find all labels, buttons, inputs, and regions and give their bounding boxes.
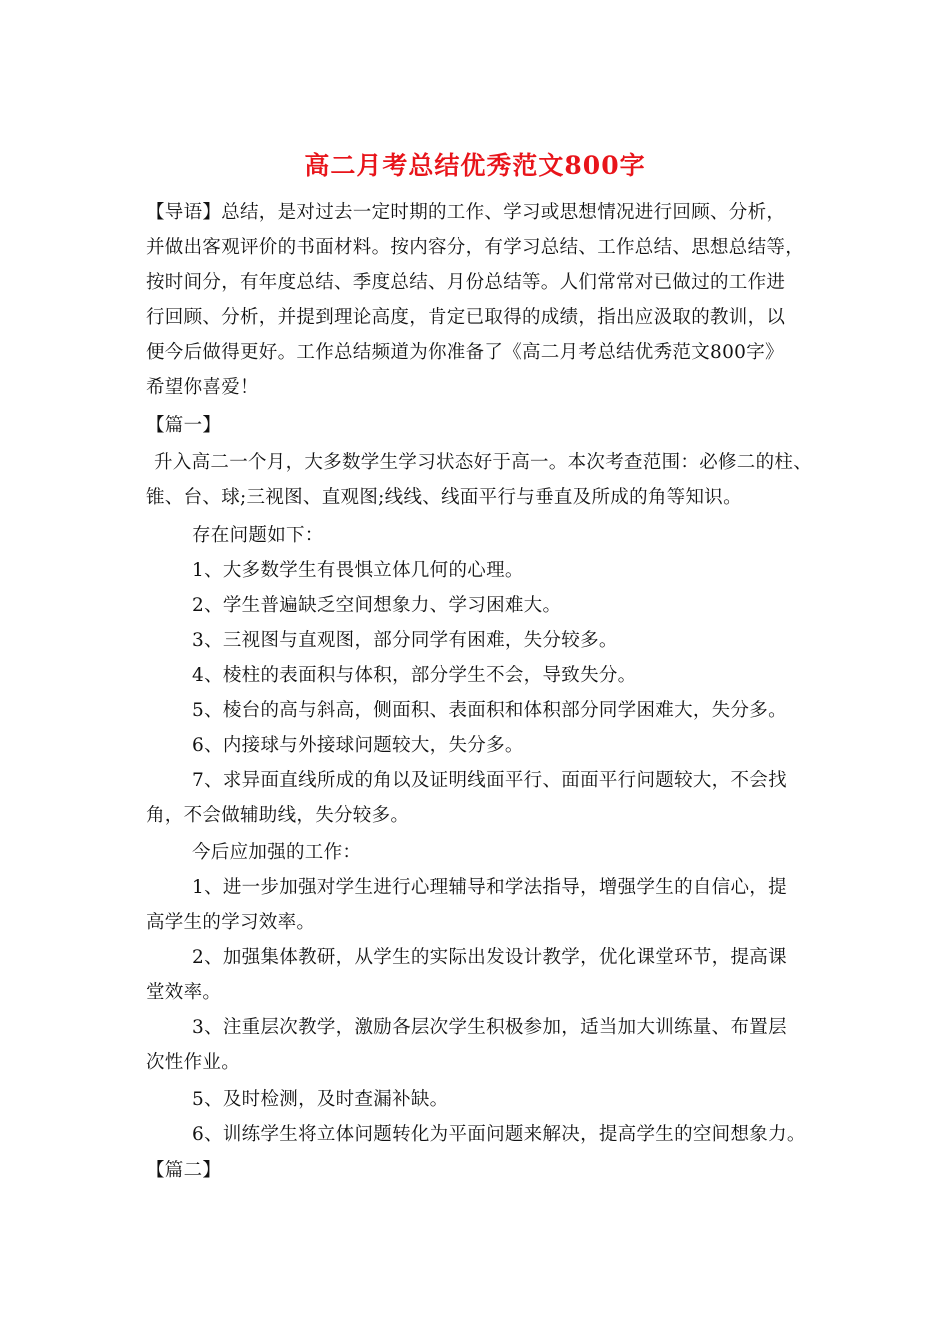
intro-line: 并做出客观评价的书面材料。按内容分，有学习总结、工作总结、思想总结等， bbox=[146, 237, 805, 258]
intro-line: 希望你喜爱！ bbox=[146, 377, 259, 398]
problem-item: 3、三视图与直观图，部分同学有困难，失分较多。 bbox=[192, 630, 618, 651]
work-heading: 今后应加强的工作： bbox=[192, 842, 362, 863]
document-title: 高二月考总结优秀范文800字 bbox=[304, 151, 646, 180]
problem-item: 7、求异面直线所成的角以及证明线面平行、面面平行问题较大，不会找 bbox=[192, 770, 787, 791]
work-item-continued: 堂效率。 bbox=[146, 982, 222, 1003]
intro-line: 【导语】总结，是对过去一定时期的工作、学习或思想情况进行回顾、分析， bbox=[146, 202, 786, 223]
problem-item: 6、内接球与外接球问题较大，失分多。 bbox=[192, 735, 524, 756]
problem-item: 4、棱柱的表面积与体积，部分学生不会，导致失分。 bbox=[192, 665, 637, 686]
work-item: 2、加强集体教研，从学生的实际出发设计教学，优化课堂环节，提高课 bbox=[192, 947, 787, 968]
work-item-continued: 次性作业。 bbox=[146, 1052, 241, 1073]
intro-line: 按时间分，有年度总结、季度总结、月份总结等。人们常常对已做过的工作进 bbox=[146, 272, 786, 293]
problem-item: 5、棱台的高与斜高，侧面积、表面积和体积部分同学困难大，失分多。 bbox=[192, 700, 787, 721]
paragraph-line: 升入高二一个月，大多数学生学习状态好于高一。本次考查范围：必修二的柱、 bbox=[154, 452, 813, 473]
problems-heading: 存在问题如下： bbox=[192, 525, 324, 546]
section-label-2: 【篇二】 bbox=[146, 1160, 222, 1181]
paragraph-line: 锥、台、球;三视图、直观图;线线、线面平行与垂直及所成的角等知识。 bbox=[146, 487, 742, 508]
problem-item: 1、大多数学生有畏惧立体几何的心理。 bbox=[192, 560, 524, 581]
work-item-continued: 高学生的学习效率。 bbox=[146, 912, 316, 933]
work-item: 3、注重层次教学，激励各层次学生积极参加，适当加大训练量、布置层 bbox=[192, 1017, 787, 1038]
problem-item-continued: 角，不会做辅助线，失分较多。 bbox=[146, 805, 410, 826]
intro-line: 行回顾、分析，并提到理论高度，肯定已取得的成绩，指出应汲取的教训，以 bbox=[146, 307, 786, 328]
section-label-1: 【篇一】 bbox=[146, 415, 222, 436]
work-item: 6、训练学生将立体问题转化为平面问题来解决，提高学生的空间想象力。 bbox=[192, 1124, 806, 1145]
problem-item: 2、学生普遍缺乏空间想象力、学习困难大。 bbox=[192, 595, 562, 616]
work-item: 5、及时检测，及时查漏补缺。 bbox=[192, 1089, 449, 1110]
work-item: 1、进一步加强对学生进行心理辅导和学法指导，增强学生的自信心，提 bbox=[192, 877, 787, 898]
intro-line: 便今后做得更好。工作总结频道为你准备了《高二月考总结优秀范文800字》 bbox=[146, 342, 784, 363]
